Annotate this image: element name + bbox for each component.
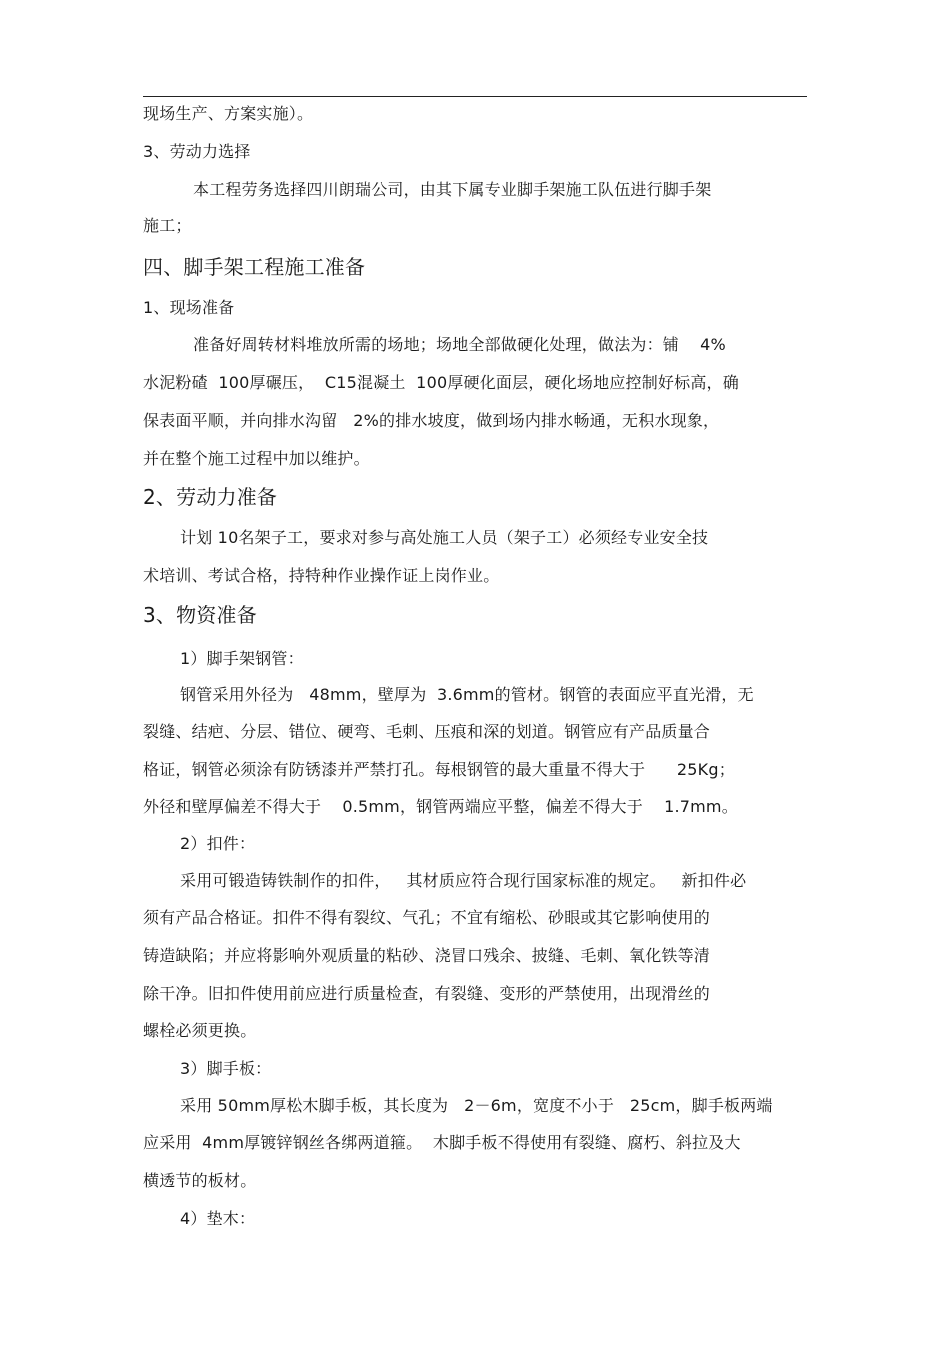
text-line: 外径和壁厚偏差不得大于 0.5mm，钢管两端应平整，偏差不得大于 1.7mm。 <box>143 797 738 816</box>
item-heading: 1）脚手架钢管： <box>180 649 304 668</box>
text-line: 计划 10名架子工，要求对参与高处施工人员（架子工）必须经专业安全技 <box>180 528 709 547</box>
item-heading: 4）垫木： <box>180 1209 256 1228</box>
text-line: 螺栓必须更换。 <box>143 1021 257 1040</box>
text-line: 水泥粉碴 100厚碾压， C15混凝土 100厚硬化面层，硬化场地应控制好标高，确 <box>143 373 739 392</box>
item-heading: 3）脚手板： <box>180 1059 272 1078</box>
text-line: 保表面平顺，并向排水沟留 2%的排水坡度，做到场内排水畅通，无积水现象， <box>143 411 720 430</box>
text-line: 采用 50mm厚松木脚手板，其长度为 2－6m，宽度不小于 25cm，脚手板两端 <box>180 1096 773 1115</box>
text-line: 现场生产、方案实施）。 <box>143 104 314 123</box>
text-line: 横透节的板材。 <box>143 1171 257 1190</box>
text-line: 并在整个施工过程中加以维护。 <box>143 449 370 468</box>
text-line: 格证，钢管必须涂有防锈漆并严禁打孔。每根钢管的最大重量不得大于 25Kg； <box>143 760 735 779</box>
item-heading: 2）扣件： <box>180 834 256 853</box>
text-line: 铸造缺陷；并应将影响外观质量的粘砂、浇冒口残余、披缝、毛刺、氧化铁等清 <box>143 946 711 965</box>
text-line: 须有产品合格证。扣件不得有裂纹、气孔；不宜有缩松、砂眼或其它影响使用的 <box>143 908 711 927</box>
text-line: 钢管采用外径为 48mm，壁厚为 3.6mm的管材。钢管的表面应平直光滑，无 <box>180 685 754 704</box>
subsection-heading: 3、劳动力选择 <box>143 142 251 161</box>
text-line: 施工； <box>143 216 192 235</box>
subsection-heading: 3、物资准备 <box>143 603 257 627</box>
header-rule <box>143 96 807 97</box>
text-line: 本工程劳务选择四川朗瑞公司，由其下属专业脚手架施工队伍进行脚手架 <box>193 180 712 199</box>
text-line: 裂缝、结疤、分层、错位、硬弯、毛刺、压痕和深的划道。钢管应有产品质量合 <box>143 722 711 741</box>
text-line: 术培训、考试合格，持特种作业操作证上岗作业。 <box>143 566 500 585</box>
subsection-heading: 2、劳动力准备 <box>143 485 278 509</box>
text-line: 准备好周转材料堆放所需的场地；场地全部做硬化处理，做法为：铺 4% <box>193 335 726 354</box>
text-line: 应采用 4mm厚镀锌钢丝各绑两道箍。 木脚手板不得使用有裂缝、腐朽、斜拉及大 <box>143 1133 741 1152</box>
text-line: 除干净。旧扣件使用前应进行质量检查，有裂缝、变形的严禁使用，出现滑丝的 <box>143 984 711 1003</box>
text-line: 采用可锻造铸铁制作的扣件， 其材质应符合现行国家标准的规定。 新扣件必 <box>180 871 747 890</box>
section-heading: 四、脚手架工程施工准备 <box>143 255 366 279</box>
subsection-heading: 1、现场准备 <box>143 298 235 317</box>
